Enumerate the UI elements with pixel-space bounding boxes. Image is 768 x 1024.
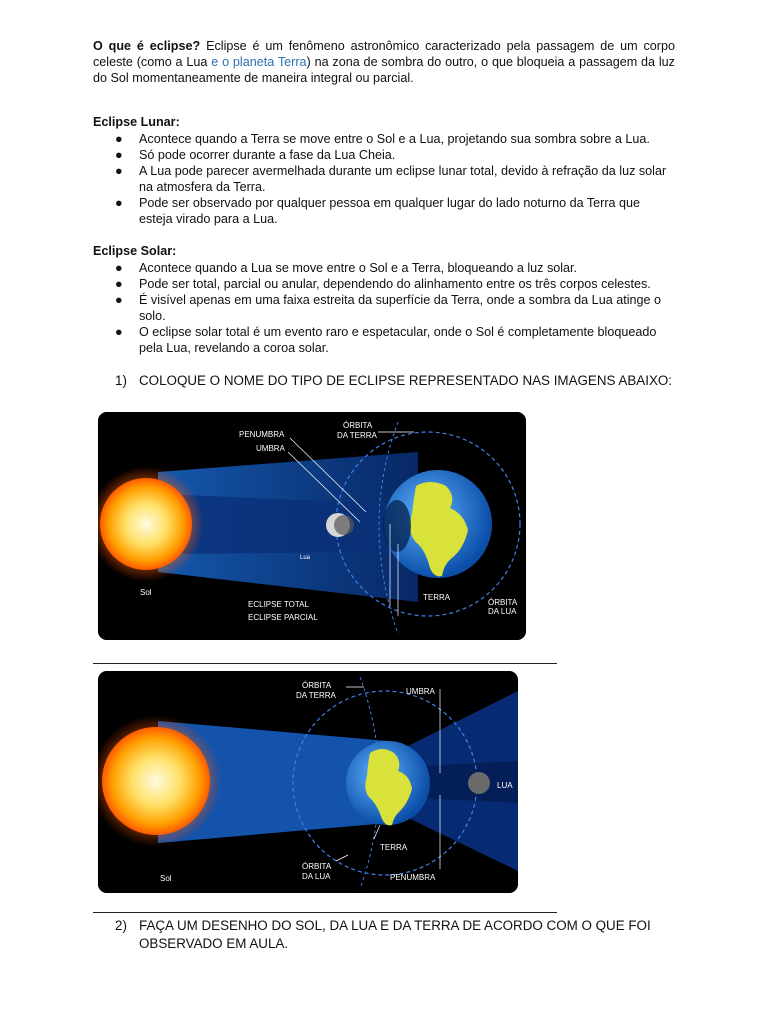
intro-text-b: ) na zona de sombra do outro, o que bloqueia a passagem da luz do Sol momentaneamente de maneira integral ou parcial. — [93, 55, 675, 85]
sun-icon — [100, 478, 192, 570]
intro-link[interactable]: e o planeta Terra — [211, 55, 307, 69]
label-eclipse-total: ECLIPSE TOTAL — [248, 600, 309, 609]
list-item-text: O eclipse solar total é um evento raro e espetacular, onde o Sol é completamente bloqueado pela Lua, revelando a coroa solar. — [139, 325, 657, 355]
label-penumbra: PENUMBRA — [390, 873, 436, 882]
label-orbita-lua-1: ÓRBITA — [488, 598, 518, 607]
intro-paragraph — [93, 38, 675, 86]
label-eclipse-parcial: ECLIPSE PARCIAL — [248, 613, 318, 622]
label-orbita-terra-1: ÓRBITA — [343, 421, 373, 430]
list-item — [115, 195, 675, 227]
list-item-text: A Lua pode parecer avermelhada durante um eclipse lunar total, devido à refração da luz solar na atmosfera da Terra. — [139, 164, 667, 194]
umbra-cone — [383, 500, 411, 552]
label-orbita-lua-1: ÓRBITA — [302, 862, 332, 871]
bullet-icon: ● — [115, 277, 123, 291]
list-item — [115, 324, 675, 356]
solar-eclipse-diagram — [98, 671, 518, 893]
moon-shadow — [334, 515, 354, 535]
answer-line-2[interactable] — [93, 912, 557, 913]
solar-title: Eclipse Solar: — [93, 244, 177, 258]
list-item-text: Só pode ocorrer durante a fase da Lua Cheia. — [139, 148, 396, 162]
moon-icon — [468, 772, 490, 794]
label-penumbra: PENUMBRA — [239, 430, 285, 439]
question-2-text: FAÇA UM DESENHO DO SOL, DA LUA E DA TERRA DE ACORDO COM O QUE FOI OBSERVADO EM AULA. — [139, 918, 651, 951]
question-1 — [115, 372, 675, 390]
label-lua: LUA — [497, 781, 513, 790]
list-item — [115, 131, 675, 147]
label-umbra: UMBRA — [256, 444, 285, 453]
answer-line-1[interactable] — [93, 663, 557, 664]
label-terra: TERRA — [423, 593, 451, 602]
question-1-number: 1) — [115, 373, 127, 388]
label-terra: TERRA — [380, 843, 408, 852]
bullet-icon: ● — [115, 293, 123, 307]
label-sol: Sol — [140, 588, 152, 597]
question-1-text: COLOQUE O NOME DO TIPO DE ECLIPSE REPRESENTADO NAS IMAGENS ABAIXO: — [139, 373, 673, 388]
list-item — [115, 147, 675, 163]
list-item-text: Acontece quando a Terra se move entre o Sol e a Lua, projetando sua sombra sobre a Lua. — [139, 132, 650, 146]
intro-text-a: Eclipse é um fenômeno astronômico caracterizado pela passagem de um corpo celeste (como a Lua — [93, 39, 675, 69]
question-2-number: 2) — [115, 918, 127, 933]
label-orbita-terra-1: ÓRBITA — [302, 681, 332, 690]
list-item — [115, 276, 675, 292]
label-lua: Lua — [300, 555, 311, 561]
bullet-icon: ● — [115, 164, 123, 178]
lunar-eclipse-diagram — [98, 412, 526, 640]
lunar-list — [115, 131, 675, 227]
intro-term: O que é eclipse? — [93, 39, 201, 53]
label-orbita-lua-2: DA LUA — [488, 607, 517, 616]
solar-eclipse-figure — [98, 671, 518, 893]
label-orbita-lua-2: DA LUA — [302, 872, 331, 881]
label-umbra: UMBRA — [406, 687, 435, 696]
label-orbita-terra-2: DA TERRA — [337, 431, 377, 440]
list-item-text: Pode ser observado por qualquer pessoa em qualquer lugar do lado noturno da Terra que esteja virado para a Lua. — [139, 196, 641, 226]
lunar-title: Eclipse Lunar: — [93, 115, 180, 129]
list-item-text: Pode ser total, parcial ou anular, dependendo do alinhamento entre os três corpos celestes. — [139, 277, 651, 291]
sun-icon — [102, 727, 210, 835]
bullet-icon: ● — [115, 148, 123, 162]
list-item — [115, 292, 675, 324]
lunar-eclipse-figure — [98, 412, 526, 640]
bullet-icon: ● — [115, 132, 123, 146]
label-sol: Sol — [160, 874, 172, 883]
list-item-text: Acontece quando a Lua se move entre o Sol e a Terra, bloqueando a luz solar. — [139, 261, 578, 275]
bullet-icon: ● — [115, 261, 123, 275]
label-orbita-terra-2: DA TERRA — [296, 691, 336, 700]
bullet-icon: ● — [115, 325, 123, 339]
bullet-icon: ● — [115, 196, 123, 210]
list-item — [115, 260, 675, 276]
list-item-text: É visível apenas em uma faixa estreita da superfície da Terra, onde a sombra da Lua atinge o solo. — [139, 293, 662, 323]
list-item — [115, 163, 675, 195]
question-2 — [115, 917, 675, 953]
solar-list — [115, 260, 675, 356]
